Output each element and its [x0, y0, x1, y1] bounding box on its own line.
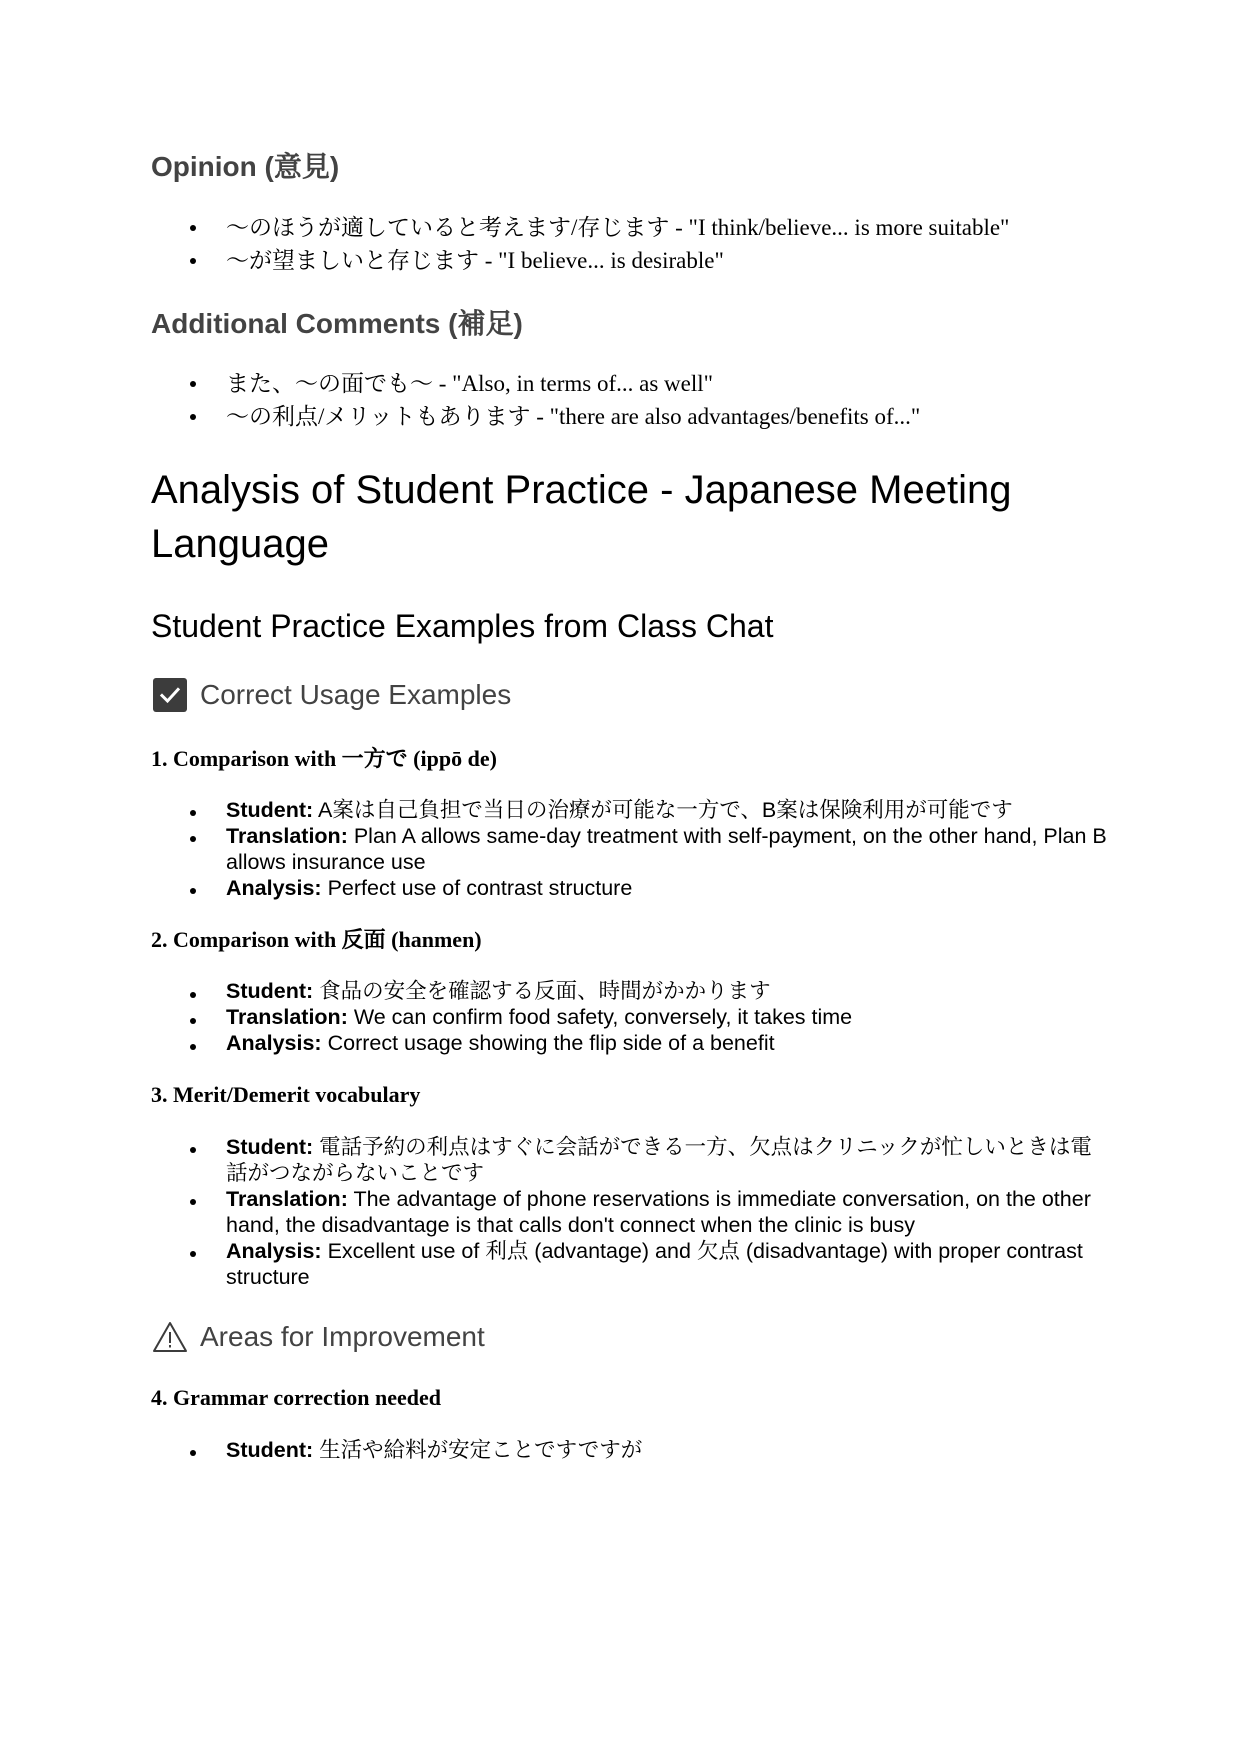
opinion-list: [151, 211, 1111, 277]
list-item: Student: 食品の安全を確認する反面、時間がかかります: [226, 978, 1111, 1004]
example-list: [151, 1437, 1111, 1463]
example-title: 1. Comparison with 一方で (ippō de): [151, 745, 497, 771]
list-item: 〜のほうが適していると考えます/存じます - "I think/believe... is more suitable": [226, 211, 1111, 244]
list-item: Translation: We can confirm food safety, conversely, it takes time: [226, 1004, 1111, 1030]
improvement-heading: Areas for Improvement: [200, 1320, 485, 1352]
correct-heading: Correct Usage Examples: [200, 678, 512, 710]
example-list: [151, 978, 1111, 1056]
opinion-heading: Opinion (意見): [151, 151, 340, 182]
example-title: 2. Comparison with 反面 (hanmen): [151, 926, 482, 952]
list-item: Student: 電話予約の利点はすぐに会話ができる一方、欠点はクリニックが忙しいときは電話がつながらないことです: [226, 1134, 1111, 1186]
list-item: また、〜の面でも〜 - "Also, in terms of... as well": [226, 367, 1111, 400]
improvement-section-heading: [151, 1320, 1111, 1354]
list-item: Analysis: Perfect use of contrast structure: [226, 875, 1111, 901]
list-item: Analysis: Excellent use of 利点 (advantage) and 欠点 (disadvantage) with proper contrast structure: [226, 1238, 1111, 1290]
list-item: 〜が望ましいと存じます - "I believe... is desirable": [226, 244, 1111, 277]
additional-heading: Additional Comments (補足): [151, 307, 523, 339]
document-page: [151, 150, 1111, 1463]
subtitle: Student Practice Examples from Class Chat: [151, 608, 774, 645]
warning-icon: [152, 1321, 188, 1353]
list-item: Student: 生活や給料が安定ことですですが: [226, 1437, 1111, 1463]
check-box-icon: [153, 678, 187, 712]
list-item: Translation: The advantage of phone reservations is immediate conversation, on the other hand, the disadvantage is that calls don't connect when the clinic is busy: [226, 1186, 1111, 1238]
example-list: [151, 1134, 1111, 1290]
list-item: Analysis: Correct usage showing the flip side of a benefit: [226, 1030, 1111, 1056]
example-list: [151, 797, 1111, 901]
main-title: Analysis of Student Practice - Japanese Meeting Language: [151, 468, 1012, 567]
additional-list: [151, 367, 1111, 433]
example-title: 4. Grammar correction needed: [151, 1385, 441, 1411]
list-item: Translation: Plan A allows same-day treatment with self-payment, on the other hand, Plan B allows insurance use: [226, 823, 1111, 875]
example-title: 3. Merit/Demerit vocabulary: [151, 1082, 421, 1108]
correct-section-heading: [151, 678, 1111, 712]
list-item: 〜の利点/メリットもあります - "there are also advantages/benefits of...": [226, 400, 1111, 433]
list-item: Student: A案は自己負担で当日の治療が可能な一方で、B案は保険利用が可能です: [226, 797, 1111, 823]
